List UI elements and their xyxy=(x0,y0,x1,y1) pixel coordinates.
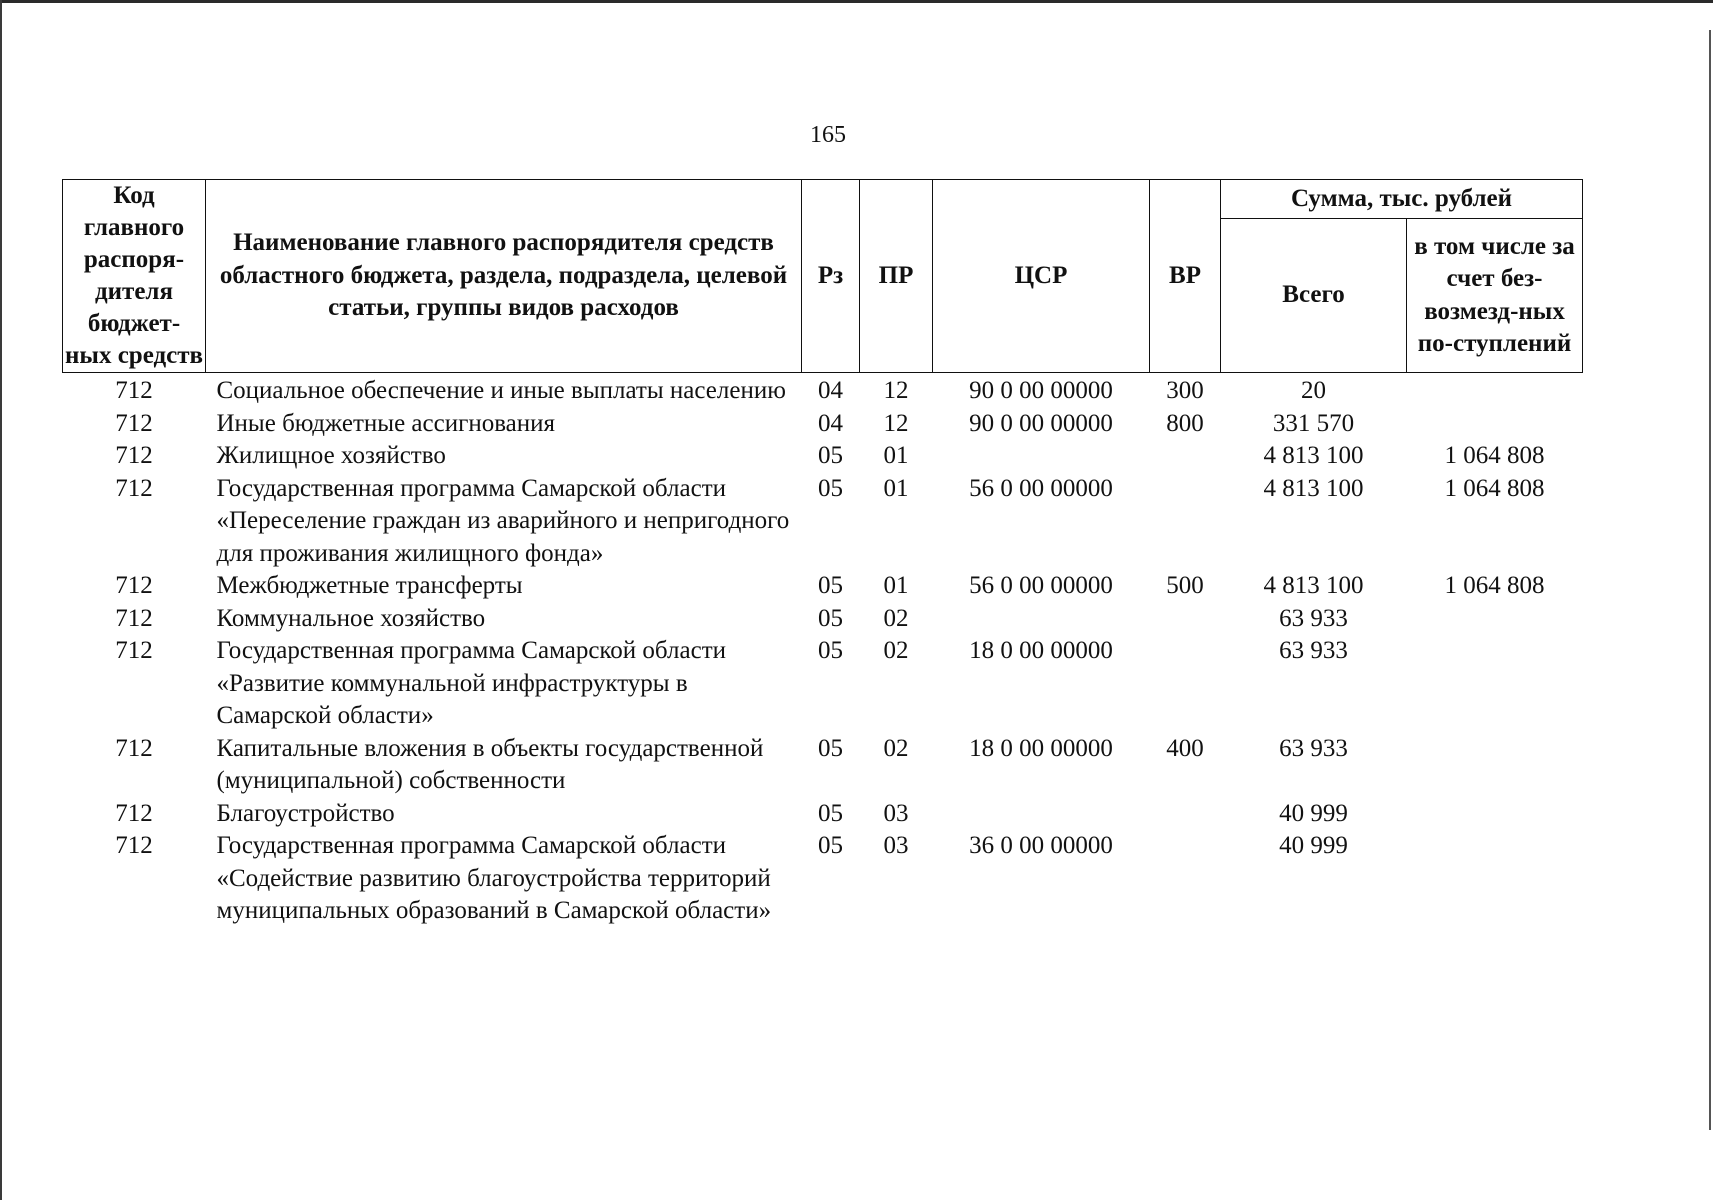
cell-vr xyxy=(1150,635,1221,733)
cell-vr xyxy=(1150,440,1221,473)
cell-csr: 56 0 00 00000 xyxy=(969,572,1113,599)
cell-rz: 04 xyxy=(818,409,843,437)
cell-name: Капитальные вложения в объекты государственной (муниципальной) собственности xyxy=(216,734,764,794)
cell-rz: 05 xyxy=(818,474,843,502)
header-name: Наименование главного распорядителя средств областного бюджета, раздела, подраздела, целевой статьи, группы видов расходов xyxy=(206,180,802,373)
table-row xyxy=(63,440,1583,473)
cell-rz: 05 xyxy=(818,734,843,762)
cell-name: Иные бюджетные ассигнования xyxy=(216,409,556,437)
scan-border-left xyxy=(0,0,2,1200)
cell-vr: 400 xyxy=(1166,734,1204,762)
cell-total: 331 570 xyxy=(1272,409,1355,437)
cell-csr: 90 0 00 00000 xyxy=(969,409,1113,437)
cell-rz: 05 xyxy=(818,637,843,664)
cell-total: 40 999 xyxy=(1279,799,1348,827)
cell-free: 1 064 808 xyxy=(1444,442,1545,469)
header-code: Код главного распоря-дителя бюджет-ных средств xyxy=(63,180,206,373)
cell-vr xyxy=(1150,830,1221,928)
cell-code: 712 xyxy=(115,799,153,827)
cell-name: Межбюджетные трансферты xyxy=(216,572,523,599)
cell-free xyxy=(1407,635,1583,733)
header-pr: ПР xyxy=(860,180,933,373)
cell-code: 712 xyxy=(115,637,153,664)
cell-code: 712 xyxy=(115,572,153,599)
cell-free xyxy=(1407,373,1583,408)
table-row xyxy=(63,473,1583,571)
cell-code: 712 xyxy=(115,474,153,502)
cell-rz: 04 xyxy=(818,377,843,404)
cell-total: 63 933 xyxy=(1279,604,1348,632)
cell-csr: 56 0 00 00000 xyxy=(969,474,1113,502)
table-header xyxy=(63,180,1583,373)
scan-border-right xyxy=(1709,30,1711,1130)
cell-total: 63 933 xyxy=(1279,637,1348,664)
cell-rz: 05 xyxy=(818,442,843,469)
table-row xyxy=(63,373,1583,408)
cell-free: 1 064 808 xyxy=(1444,572,1545,599)
header-rz: Рз xyxy=(802,180,860,373)
cell-free: 1 064 808 xyxy=(1444,474,1545,502)
cell-pr: 03 xyxy=(883,832,909,859)
table-row xyxy=(63,733,1583,798)
cell-vr xyxy=(1150,603,1221,636)
cell-free xyxy=(1407,603,1583,636)
cell-code: 712 xyxy=(115,734,153,762)
table-row xyxy=(63,603,1583,636)
scan-border-top xyxy=(0,0,1713,3)
cell-free xyxy=(1407,830,1583,928)
header-total: Всего xyxy=(1221,219,1407,373)
cell-vr: 300 xyxy=(1166,377,1204,404)
cell-vr xyxy=(1150,798,1221,831)
cell-name: Государственная программа Самарской области «Развитие коммунальной инфраструктуры в Самарской области» xyxy=(216,637,726,729)
cell-pr: 01 xyxy=(883,474,909,502)
cell-total: 40 999 xyxy=(1279,832,1348,859)
header-sum: Сумма, тыс. рублей xyxy=(1221,180,1583,219)
table-row xyxy=(63,635,1583,733)
cell-csr xyxy=(933,440,1150,473)
cell-total: 63 933 xyxy=(1279,734,1348,762)
cell-total: 4 813 100 xyxy=(1263,572,1364,599)
table-row xyxy=(63,798,1583,831)
cell-total: 4 813 100 xyxy=(1263,442,1364,469)
table-row xyxy=(63,830,1583,928)
cell-pr: 02 xyxy=(883,734,909,762)
cell-pr: 02 xyxy=(883,637,909,664)
cell-name: Благоустройство xyxy=(216,799,395,827)
cell-name: Государственная программа Самарской области «Переселение граждан из аварийного и непригодного для проживания жилищного фонда» xyxy=(216,474,790,567)
cell-pr: 02 xyxy=(883,604,909,632)
cell-free xyxy=(1407,408,1583,441)
header-csr: ЦСР xyxy=(933,180,1150,373)
cell-rz: 05 xyxy=(818,572,843,599)
cell-csr: 18 0 00 00000 xyxy=(969,734,1113,762)
cell-pr: 01 xyxy=(883,572,909,599)
cell-free xyxy=(1407,733,1583,798)
header-free: в том числе за счет без-возмезд-ных по-ступлений xyxy=(1407,219,1583,373)
cell-name: Государственная программа Самарской области «Содействие развитию благоустройства территорий муниципальных образований в Самарской области» xyxy=(216,832,772,924)
table-row xyxy=(63,570,1583,603)
cell-free xyxy=(1407,798,1583,831)
cell-csr: 36 0 00 00000 xyxy=(969,832,1113,859)
header-vr: ВР xyxy=(1150,180,1221,373)
budget-table xyxy=(62,179,1583,928)
page-number: 165 xyxy=(810,122,846,148)
cell-name: Социальное обеспечение и иные выплаты населению xyxy=(216,377,786,404)
cell-rz: 05 xyxy=(818,799,843,827)
table-body xyxy=(63,373,1583,928)
cell-vr xyxy=(1150,473,1221,571)
cell-csr: 18 0 00 00000 xyxy=(969,637,1113,664)
cell-code: 712 xyxy=(115,604,153,632)
cell-total: 20 xyxy=(1301,377,1326,404)
cell-csr: 90 0 00 00000 xyxy=(969,377,1113,404)
cell-total: 4 813 100 xyxy=(1263,474,1364,502)
cell-pr: 01 xyxy=(883,442,909,469)
cell-code: 712 xyxy=(115,442,153,469)
cell-code: 712 xyxy=(115,409,153,437)
cell-pr: 12 xyxy=(883,409,909,437)
cell-pr: 03 xyxy=(883,799,909,827)
cell-name: Коммунальное хозяйство xyxy=(216,604,486,632)
cell-pr: 12 xyxy=(883,377,909,404)
cell-code: 712 xyxy=(115,377,153,404)
cell-csr xyxy=(933,603,1150,636)
cell-rz: 05 xyxy=(818,604,843,632)
cell-name: Жилищное хозяйство xyxy=(216,442,446,469)
cell-vr: 800 xyxy=(1166,409,1204,437)
table-row xyxy=(63,408,1583,441)
cell-csr xyxy=(933,798,1150,831)
cell-code: 712 xyxy=(115,832,153,859)
cell-rz: 05 xyxy=(818,832,843,859)
cell-vr: 500 xyxy=(1166,572,1204,599)
